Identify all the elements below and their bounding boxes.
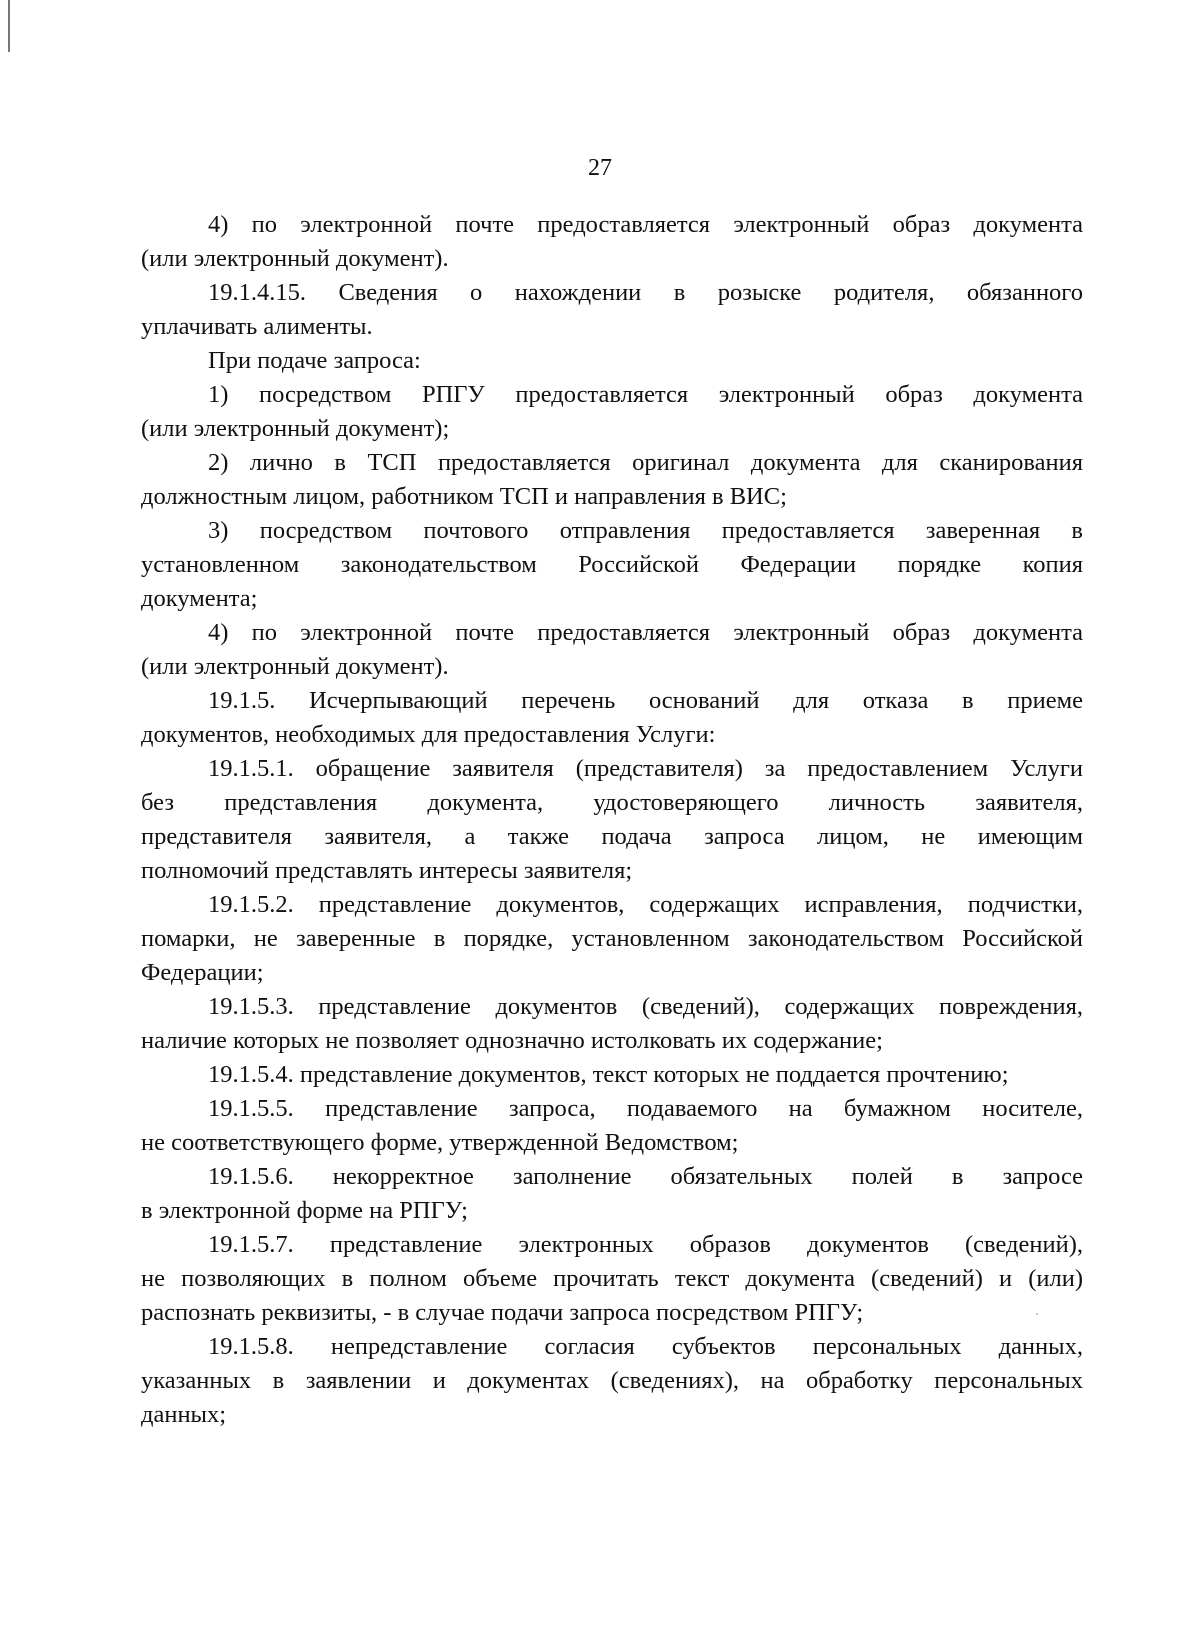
paragraph-line: (или электронный документ); <box>141 415 450 442</box>
paragraph-line: (или электронный документ). <box>141 653 449 680</box>
paragraph <box>141 684 1083 752</box>
paragraph-line: без представления документа, удостоверяющего личность заявителя, <box>141 789 1083 816</box>
paragraph <box>141 1092 1083 1160</box>
paragraph-line: 3) посредством почтового отправления предоставляется заверенная в <box>208 517 1083 544</box>
paragraph <box>141 276 1083 344</box>
paragraph-line: не соответствующего форме, утвержденной Ведомством; <box>141 1129 739 1156</box>
paragraph-line: помарки, не заверенные в порядке, установленном законодательством Российской <box>141 925 1083 952</box>
paragraph-line: (или электронный документ). <box>141 245 449 272</box>
paragraph <box>141 1228 1083 1330</box>
paragraph <box>141 1160 1083 1228</box>
paragraph-line: распознать реквизиты, - в случае подачи запроса посредством РПГУ; <box>141 1299 864 1326</box>
paragraph-line: 19.1.5.6. некорректное заполнение обязательных полей в запросе <box>208 1163 1083 1190</box>
paragraph-line: должностным лицом, работником ТСП и направления в ВИС; <box>141 483 787 510</box>
paragraph-line: 19.1.5. Исчерпывающий перечень оснований для отказа в приеме <box>208 687 1083 714</box>
paragraph <box>141 1330 1083 1432</box>
page-number: 27 <box>588 155 612 181</box>
paragraph-line: указанных в заявлении и документах (сведениях), на обработку персональных <box>141 1367 1083 1394</box>
scan-speck <box>1036 1313 1038 1315</box>
paragraph <box>141 616 1083 684</box>
paragraph-line: данных; <box>141 1401 227 1428</box>
paragraph <box>141 446 1083 514</box>
paragraph-line: представителя заявителя, а также подача запроса лицом, не имеющим <box>141 823 1083 850</box>
paragraph-line: 19.1.5.7. представление электронных образов документов (сведений), <box>208 1231 1083 1258</box>
paragraph-line: установленном законодательством Российской Федерации порядке копия <box>141 551 1083 578</box>
paragraph-line: документов, необходимых для предоставления Услуги: <box>141 721 716 748</box>
paragraph <box>141 888 1083 990</box>
paragraph-line: 4) по электронной почте предоставляется электронный образ документа <box>208 619 1083 646</box>
paragraph-line: в электронной форме на РПГУ; <box>141 1197 468 1224</box>
paragraph <box>141 344 1083 378</box>
paragraph-line: наличие которых не позволяет однозначно истолковать их содержание; <box>141 1027 883 1054</box>
paragraph-line: 1) посредством РПГУ предоставляется электронный образ документа <box>208 381 1083 408</box>
scan-edge-line <box>8 0 10 52</box>
paragraph-line: документа; <box>141 585 258 612</box>
paragraph-line: 19.1.5.4. представление документов, текст которых не поддается прочтению; <box>208 1061 1009 1088</box>
paragraph <box>141 378 1083 446</box>
paragraph-line: уплачивать алименты. <box>141 313 373 340</box>
paragraph-line: 2) лично в ТСП предоставляется оригинал документа для сканирования <box>208 449 1083 476</box>
paragraph-line: 19.1.5.5. представление запроса, подаваемого на бумажном носителе, <box>208 1095 1083 1122</box>
paragraph-line: 4) по электронной почте предоставляется электронный образ документа <box>208 211 1083 238</box>
paragraph-line: 19.1.5.2. представление документов, содержащих исправления, подчистки, <box>208 891 1083 918</box>
paragraph-line: 19.1.5.8. непредставление согласия субъектов персональных данных, <box>208 1333 1083 1360</box>
paragraph-line: 19.1.4.15. Сведения о нахождении в розыске родителя, обязанного <box>208 279 1083 306</box>
paragraph-line: Федерации; <box>141 959 264 986</box>
paragraph-line: 19.1.5.1. обращение заявителя (представителя) за предоставлением Услуги <box>208 755 1083 782</box>
paragraph-line: 19.1.5.3. представление документов (сведений), содержащих повреждения, <box>208 993 1083 1020</box>
paragraph-line: При подаче запроса: <box>208 347 421 374</box>
paragraph <box>141 1058 1083 1092</box>
document-body <box>141 208 1083 1432</box>
paragraph <box>141 208 1083 276</box>
paragraph-line: не позволяющих в полном объеме прочитать текст документа (сведений) и (или) <box>141 1265 1083 1292</box>
paragraph <box>141 752 1083 888</box>
paragraph-line: полномочий представлять интересы заявителя; <box>141 857 633 884</box>
paragraph <box>141 514 1083 616</box>
paragraph <box>141 990 1083 1058</box>
